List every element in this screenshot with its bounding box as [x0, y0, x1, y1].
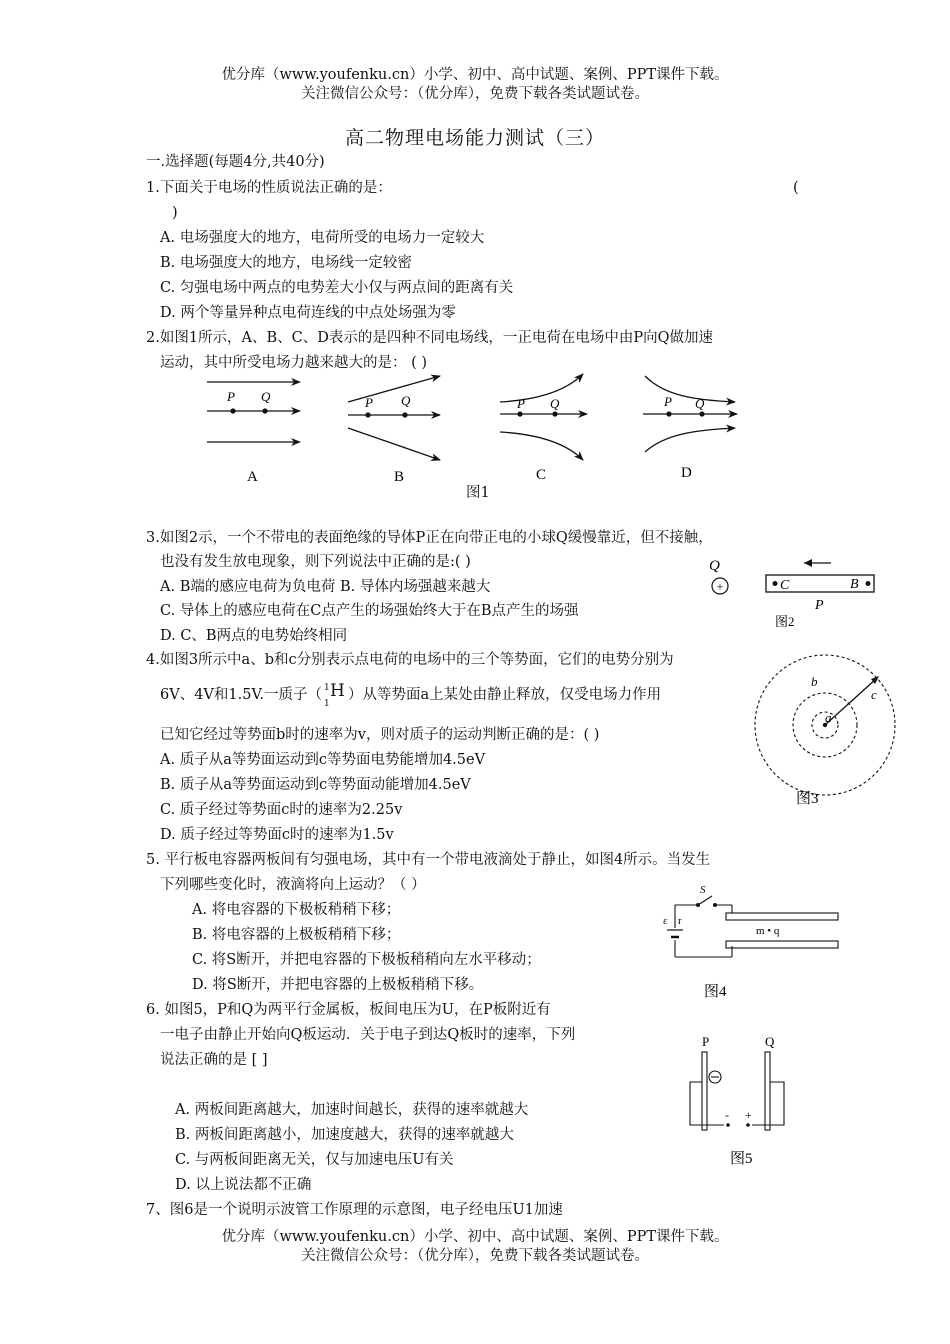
figure-1-label-c: C	[536, 467, 547, 483]
figure-1-caption: 图1	[466, 485, 490, 501]
q4-option-d: D. 质子经过等势面c时的速率为1.5v	[160, 827, 394, 843]
point-q-dot	[402, 412, 407, 417]
figure-1-label-a: A	[247, 469, 258, 485]
fig2-label-p: P	[815, 598, 824, 613]
figure-1-diagram-d	[643, 376, 737, 452]
q5-option-d: D. 将S断开，并把电容器的上极板稍稍下移。	[192, 977, 484, 993]
q4-option-c: C. 质子经过等势面c时的速率为2.25v	[160, 802, 403, 818]
point-q-dot	[262, 408, 267, 413]
q1-option-d: D. 两个等量异种点电荷连线的中点处场强为零	[160, 305, 456, 321]
fig4-label-emf: ε	[663, 915, 668, 927]
q3-stem-line-2: 也没有发生放电现象，则下列说法中正确的是:( )	[160, 554, 471, 570]
q4-stem-line-2	[160, 681, 662, 709]
q6-stem-line-2: 一电子由静止开始向Q板运动．关于电子到达Q板时的速率，下列	[160, 1027, 576, 1043]
nuclide-symbol: H	[330, 681, 345, 701]
figure-1-diagram-b	[348, 376, 440, 460]
q2-stem-line-1: 2.如图1所示，A、B、C、D表示的是四种不同电场线，一正电荷在电场中由P向Q做加速	[146, 330, 714, 346]
q6-option-c: C. 与两板间距离无关，仅与加速电压U有关	[175, 1152, 454, 1168]
q6-stem-line-1: 6. 如图5，P和Q为两平行金属板，板间电压为U，在P板附近有	[146, 1002, 551, 1018]
left-arrow-icon	[804, 559, 831, 567]
q5-option-b: B. 将电容器的上极板稍稍下移；	[192, 927, 401, 943]
terminal-positive	[746, 1123, 750, 1127]
q1-paren-open: (	[793, 180, 799, 196]
label-p: P	[365, 395, 373, 410]
q6-option-a: A. 两板间距离越大，加速时间越长，获得的速率就越大	[175, 1102, 529, 1118]
q6-option-b: B. 两板间距离越小，加速度越大，获得的速率就越大	[175, 1127, 514, 1143]
footer-line-2: 关注微信公众号：（优分库），免费下载各类试题试卷。	[301, 1248, 649, 1264]
point-c-dot	[773, 581, 778, 586]
q1-option-b: B. 电场强度大的地方，电场线一定较密	[160, 255, 412, 271]
plate-q	[765, 1052, 770, 1130]
label-q: Q	[261, 389, 271, 404]
q4-stem-line-1: 4.如图3所示中a、b和c分别表示点电荷的电场中的三个等势面，它们的电势分别为	[146, 652, 674, 668]
fig3-label-a: a	[825, 710, 832, 725]
figure-2-caption: 图2	[775, 614, 795, 629]
fig5-label-p: P	[702, 1034, 710, 1049]
terminal-negative	[726, 1123, 730, 1127]
fig3-label-c: c	[871, 687, 877, 702]
fig5-minus-sign: -	[725, 1108, 729, 1122]
fig4-label-s: S	[700, 884, 706, 896]
fig4-label-droplet: m • q	[756, 925, 780, 937]
q1-option-a: A. 电场强度大的地方，电荷所受的电场力一定较大	[160, 230, 485, 246]
q5-stem-line-2: 下列哪些变化时，液滴将向上运动？（ ）	[160, 877, 426, 893]
header-line-2: 关注微信公众号：（优分库），免费下载各类试题试卷。	[301, 86, 649, 102]
label-p: P	[517, 396, 525, 411]
figure-1-label-d: D	[681, 465, 692, 481]
fig2-label-c: C	[780, 578, 790, 593]
q1-stem: 1.下面关于电场的性质说法正确的是：	[146, 180, 392, 196]
hydrogen-nuclide	[324, 681, 346, 709]
q3-option-d: D. C、B两点的电势始终相同	[160, 628, 348, 644]
label-p: P	[227, 389, 235, 404]
circuit-wires	[675, 896, 732, 957]
figure-3-equipotential	[740, 650, 890, 810]
fig5-label-q: Q	[765, 1034, 775, 1049]
plate-p	[702, 1052, 707, 1130]
nuclide-atomic-number: 1	[324, 699, 330, 709]
nuclide-mass-number: 1	[324, 683, 330, 693]
q1-paren-close: )	[172, 205, 178, 221]
q7-stem-line-1: 7、图6是一个说明示波管工作原理的示意图，电子经电压U1加速	[146, 1202, 563, 1218]
point-q-dot	[552, 411, 557, 416]
label-q: Q	[695, 396, 705, 411]
q6-option-d: D. 以上说法都不正确	[175, 1177, 312, 1193]
q5-option-c: C. 将S断开，并把电容器的下极板稍稍向左水平移动；	[192, 952, 541, 968]
figure-3-caption: 图3	[796, 791, 819, 807]
label-p: P	[664, 394, 672, 409]
q4-stem-line-3: 已知它经过等势面b时的速率为v，则对质子的运动判断正确的是：( )	[160, 727, 600, 743]
point-p-dot	[666, 411, 671, 416]
q2-stem-line-2: 运动，其中所受电场力越来越大的是： ( )	[160, 355, 428, 371]
point-b-dot	[866, 581, 871, 586]
point-q-dot	[699, 411, 704, 416]
fig4-label-r: r	[678, 915, 682, 927]
fig3-label-b: b	[811, 674, 818, 689]
q3-option-c: C. 导体上的感应电荷在C点产生的场强始终大于在B点产生的场强	[160, 603, 579, 619]
q5-stem-line-1: 5. 平行板电容器两板间有匀强电场，其中有一个带电液滴处于静止，如图4所示。当发生	[146, 852, 711, 868]
point-p-dot	[517, 411, 522, 416]
q4-stem-line-2-start: 6V、4V和1.5V.一质子（	[160, 687, 322, 703]
q1-option-c: C. 匀强电场中两点的电势差大小仅与两点间的距离有关	[160, 280, 514, 296]
figure-1-diagram-a	[207, 382, 300, 442]
switch-contact	[713, 903, 717, 907]
battery-symbol	[667, 930, 683, 937]
q3-option-a-b: A. B端的感应电荷为负电荷 B. 导体内场强越来越大	[160, 579, 491, 595]
point-p-dot	[365, 412, 370, 417]
fig2-plus-sign: +	[716, 579, 724, 594]
figure-4-caption: 图4	[704, 984, 727, 1000]
q4-stem-line-2-end: ）从等势面a上某处由静止释放，仅受电场力作用	[348, 687, 662, 703]
footer-line-1: 优分库（www.youfenku.cn）小学、初中、高中试题、案例、PPT课件下载。	[221, 1229, 729, 1245]
section-heading: 一.选择题(每题4分,共40分)	[146, 154, 325, 170]
figure-1-diagram-c	[500, 374, 587, 460]
fig5-plus-sign: +	[745, 1108, 752, 1122]
figure-2-conductor	[700, 552, 890, 632]
figure-4-capacitor-circuit	[660, 880, 850, 1005]
figure-5-caption: 图5	[730, 1151, 753, 1167]
q4-option-b: B. 质子从a等势面运动到c等势面动能增加4.5eV	[160, 777, 471, 793]
page-title: 高二物理电场能力测试（三）	[344, 127, 605, 149]
switch-pivot	[696, 903, 700, 907]
label-q: Q	[401, 393, 411, 408]
q5-option-a: A. 将电容器的下极板稍稍下移；	[192, 902, 401, 918]
label-q: Q	[550, 396, 560, 411]
q4-option-a: A. 质子从a等势面运动到c等势面电势能增加4.5eV	[160, 752, 486, 768]
point-p-dot	[230, 408, 235, 413]
figure-5-parallel-plates	[680, 1030, 800, 1170]
q6-stem-line-3: 说法正确的是 [ ]	[160, 1052, 268, 1068]
fig2-label-b: B	[850, 577, 859, 592]
q3-stem-line-1: 3.如图2示，一个不带电的表面绝缘的导体P正在向带正电的小球Q缓慢靠近，但不接触，	[146, 530, 713, 546]
header-line-1: 优分库（www.youfenku.cn）小学、初中、高中试题、案例、PPT课件下载。	[221, 67, 729, 83]
fig2-label-q: Q	[709, 558, 720, 574]
lower-plate	[726, 941, 838, 948]
figure-1-label-b: B	[394, 469, 405, 485]
upper-plate	[726, 913, 838, 920]
